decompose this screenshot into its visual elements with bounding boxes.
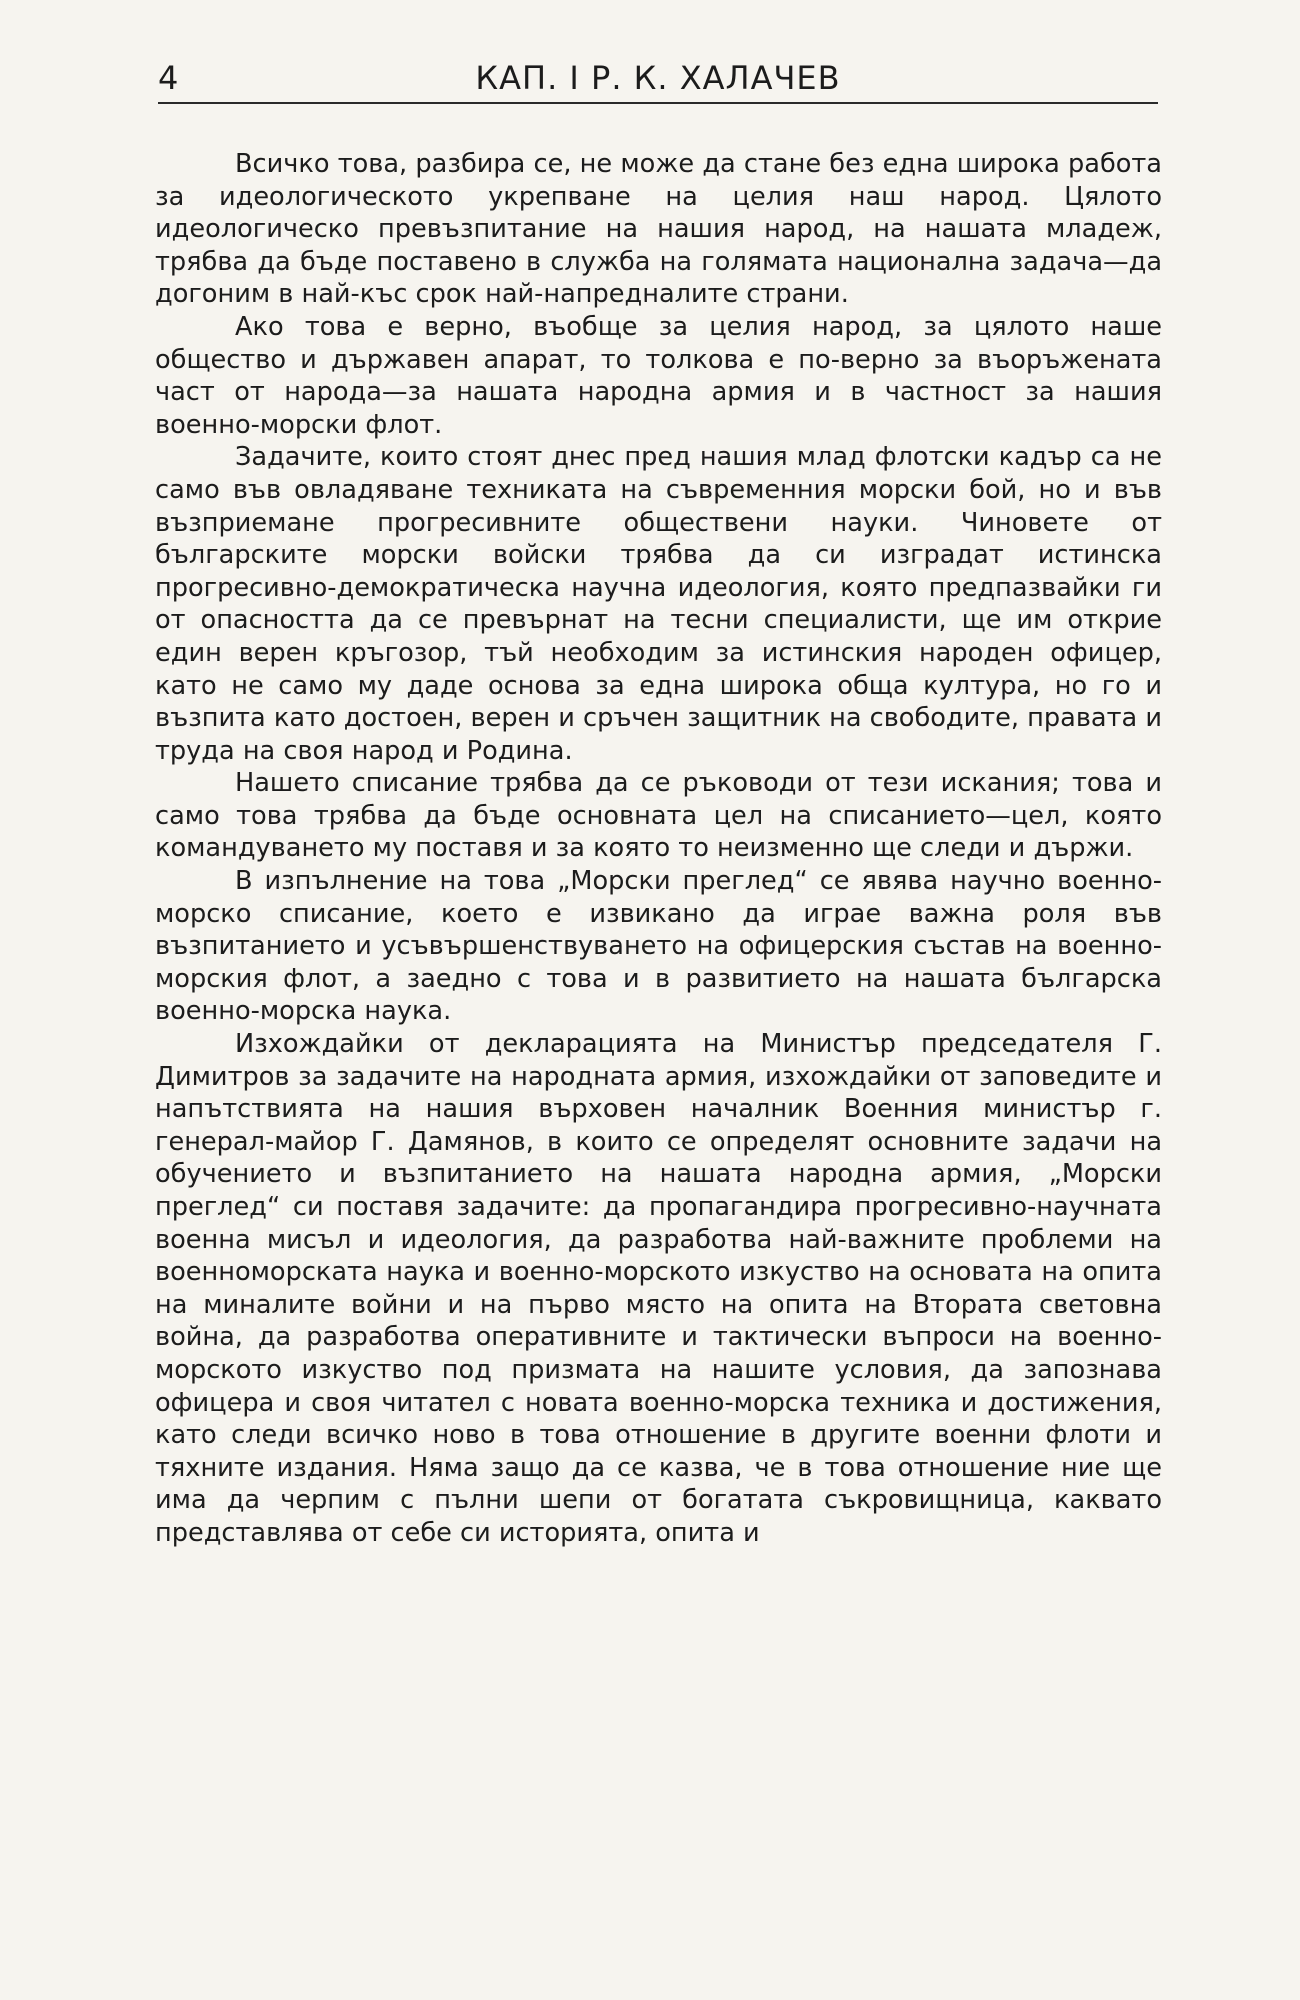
paragraph: В изпълнение на това „Морски преглед“ се явява научно военно-морско списание, което е извикано да играе важна роля във възпитанието и усъвършенствуването на офицерския състав на военно-морския флот, а заедно с това и в развитието на нашата българска военно-морска наука. <box>155 866 1162 1027</box>
paragraph: Всичко това, разбира се, не може да стане без една широка работа за идеологическото укрепване на целия наш народ. Цялото идеологическо превъзпитание на нашия народ, на нашата младеж, трябва да бъде поставено в служба на голямата национална задача—да догоним в най-къс срок най-напредналите страни. <box>155 149 1162 310</box>
running-header <box>158 58 1158 104</box>
page-number: 4 <box>158 59 179 97</box>
paragraph: Изхождайки от декларацията на Министър председателя Г. Димитров за задачите на народната армия, изхождайки от заповедите и напътствията на нашия върховен началник Военния министър г. генерал-майор Г. Дамянов, в които се определят основните задачи на обучението и възпитанието на нашата народна армия, „Морски преглед“ си поставя задачите: да пропагандира прогресивно-научната военна мисъл и идеология, да разработва най-важните проблеми на военноморската наука и военно-морското изкуство на основата на опита на миналите войни и на първо място на опита на Втората световна война, да разработва оперативните и тактически въпроси на военно-морското изкуство под призмата на нашите условия, да запознава офицера и своя читател с новата военно-морска техника и достижения, като следи всичко ново в това отношение в другите военни флоти и тяхните издания. Няма защо да се казва, че в това отношение ние ще има да черпим с пълни шепи от богатата съкровищница, каквато представлява от себе си историята, опита и <box>155 1029 1162 1548</box>
paragraph: Задачите, които стоят днес пред нашия млад флотски кадър са не само във овладяване техниката на съвременния морски бой, но и във възприемане прогресивните обществени науки. Чиновете от българските морски войски трябва да си изградат истинска прогресивно-демократическа научна идеология, която предпазвайки ги от опасността да се превърнат на тесни специалисти, ще им открие един верен кръгозор, тъй необходим за истинския народен офицер, като не само му даде основа за една широка обща култура, но го и възпита като достоен, верен и сръчен защитник на свободите, правата и труда на своя народ и Родина. <box>155 442 1162 766</box>
body-text <box>155 148 1162 1550</box>
paragraph: Ако това е верно, въобще за целия народ, за цялото наше общество и държавен апарат, то толкова е по-верно за въоръжената част от народа—за нашата народна армия и в частност за нашия военно-морски флот. <box>155 311 1162 440</box>
header-title: КАП. I Р. К. ХАЛАЧЕВ <box>475 59 841 97</box>
paragraph: Нашето списание трябва да се ръководи от тези искания; това и само това трябва да бъде основната цел на списанието—цел, която командуването му поставя и за която то неизменно ще следи и държи. <box>155 768 1162 864</box>
